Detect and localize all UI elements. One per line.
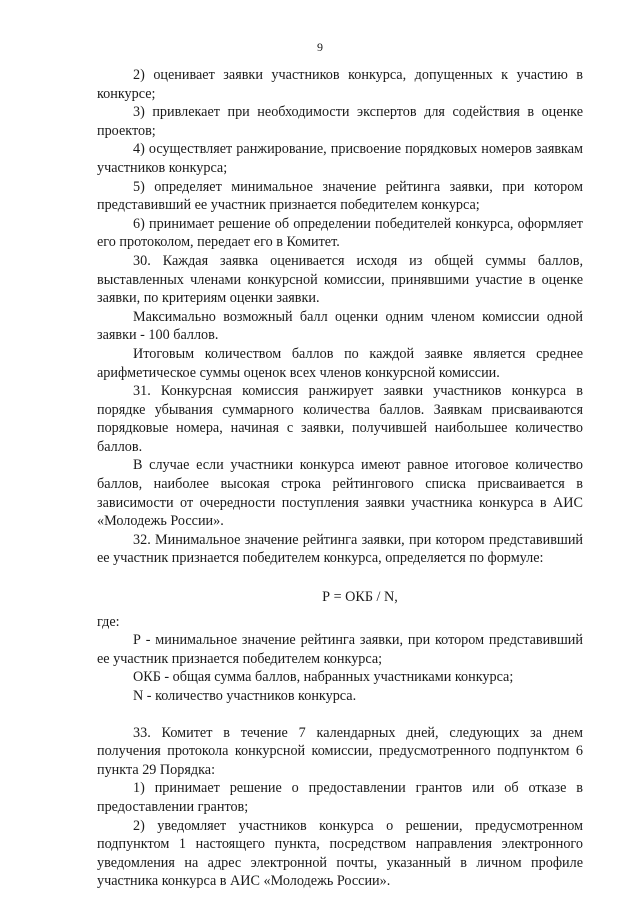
paragraph: где: [97,613,120,630]
formula: Р = ОКБ / N, [322,589,398,606]
document-body [97,66,583,891]
paragraph: Максимально возможный балл оценки одним членом комиссии одной заявки - 100 баллов. [97,308,583,344]
paragraph: 30. Каждая заявка оценивается исходя из общей суммы баллов, выставленных членами конкурсной комиссии, принявшими участие в оценке заявки, по критериям оценки заявки. [97,252,583,307]
paragraph: 2) оценивает заявки участников конкурса, допущенных к участию в конкурсе; [97,67,583,102]
paragraph: 3) привлекает при необходимости экспертов для содействия в оценке проектов; [97,104,583,139]
spacer [97,706,583,724]
paragraph: ОКБ - общая сумма баллов, набранных участниками конкурса; [133,669,514,686]
paragraph: 31. Конкурсная комиссия ранжирует заявки участников конкурса в порядке убывания суммарного количества баллов. Заявкам присваиваются порядковые номера, начиная с заявки, получившей наибольшее количество баллов. [97,383,583,455]
paragraph: 4) осуществляет ранжирование, присвоение порядковых номеров заявкам участников конкурса; [97,141,583,176]
paragraph: В случае если участники конкурса имеют равное итоговое количество баллов, наиболее высокая строка рейтингового списка присваивается в зависимости от очередности поступления заявки участника конкурса в АИС «Молодежь России». [97,457,583,530]
paragraph: Итоговым количеством баллов по каждой заявке является среднее арифметическое суммы оценок всех членов конкурсной комиссии. [97,345,583,381]
paragraph: 2) уведомляет участников конкурса о решении, предусмотренном подпунктом 1 настоящего пункта, посредством направления электронного уведомления на адрес электронной почты, указанный в личном профиле участника конкурса в АИС «Молодежь России». [97,817,583,890]
paragraph: 33. Комитет в течение 7 календарных дней, следующих за днем получения протокола конкурсной комиссии, предусмотренного подпунктом 6 пункта 29 Порядка: [97,724,583,778]
paragraph: 5) определяет минимальное значение рейтинга заявки, при котором представивший ее участник признается победителем конкурса; [97,178,583,214]
paragraph: Р - минимальное значение рейтинга заявки, при котором представивший ее участник признается победителем конкурса; [97,632,583,667]
page-number: 9 [317,40,323,54]
paragraph: 6) принимает решение об определении победителей конкурса, оформляет его протоколом, передает его в Комитет. [97,215,583,251]
paragraph: 1) принимает решение о предоставлении грантов или об отказе в предоставлении грантов; [97,780,583,815]
paragraph: 32. Минимальное значение рейтинга заявки, при котором представивший ее участник признается победителем конкурса, определяется по формуле: [97,531,583,567]
paragraph: N - количество участников конкурса. [133,688,357,704]
